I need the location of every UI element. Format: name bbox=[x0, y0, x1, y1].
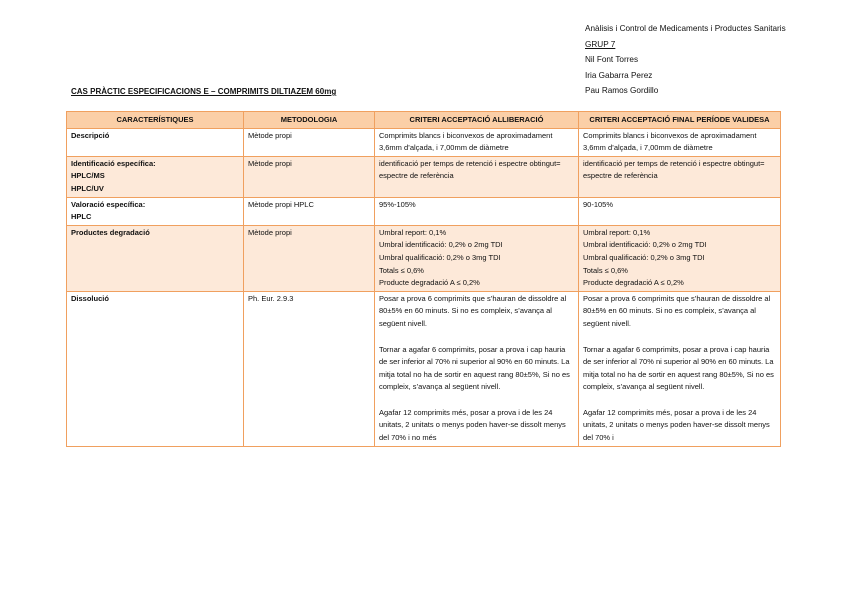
release-criteria-cell bbox=[375, 197, 579, 225]
method-cell: Mètode propi bbox=[244, 225, 375, 291]
shelf-life-criteria-cell bbox=[579, 291, 781, 446]
characteristic-cell bbox=[67, 197, 244, 225]
document-header bbox=[585, 21, 786, 99]
table-row bbox=[67, 291, 781, 446]
characteristic-cell bbox=[67, 156, 244, 197]
column-header: CRITERI ACCEPTACIÓ FINAL PERÍODE VALIDESA bbox=[579, 112, 781, 129]
characteristic-label: HPLC bbox=[71, 212, 92, 222]
release-criteria-paragraph: Agafar 12 comprimits més, posar a prova i de les 24 unitats, 2 unitats o menys poden haver-se dissolt menys del 70% i no més bbox=[379, 407, 566, 443]
shelf-life-criteria-paragraph: Agafar 12 comprimits més, posar a prova i de les 24 unitats, 2 unitats o menys poden haver-se dissolt menys del 70% i bbox=[583, 407, 770, 443]
characteristic-label: Productes degradació bbox=[71, 227, 150, 237]
shelf-life-criteria-paragraph: Tornar a agafar 6 comprimits, posar a prova i cap hauria de ser inferior al 70% ni superior al 90% en 60 minuts. La mitja total no ha de sortir en aquest rang 80±5%, Si no es compleix, s’avança al següent nivell. bbox=[583, 344, 774, 392]
method-cell: Mètode propi HPLC bbox=[244, 197, 375, 225]
release-criteria-cell bbox=[375, 225, 579, 291]
column-header: CRITERI ACCEPTACIÓ ALLIBERACIÓ bbox=[375, 112, 579, 129]
document-title: CAS PRÀCTIC ESPECIFICACIONS E – COMPRIMITS DILTIAZEM 60mg bbox=[71, 87, 337, 96]
release-criteria-cell bbox=[375, 128, 579, 156]
release-criteria-text: 95%-105% bbox=[379, 199, 416, 209]
member-name: Iria Gabarra Perez bbox=[585, 70, 653, 80]
shelf-life-criteria-line: Umbral identificació: 0,2% o 2mg TDI bbox=[583, 240, 707, 250]
shelf-life-criteria-line: Totals ≤ 0,6% bbox=[583, 265, 628, 275]
table-row bbox=[67, 225, 781, 291]
release-criteria-line: Umbral report: 0,1% bbox=[379, 227, 447, 237]
release-criteria-cell bbox=[375, 291, 579, 446]
table-row bbox=[67, 128, 781, 156]
shelf-life-criteria-cell bbox=[579, 225, 781, 291]
shelf-life-criteria-text: 90-105% bbox=[583, 199, 614, 209]
release-criteria-text: Comprimits blancs i biconvexos de aproximadament 3,6mm d’alçada, i 7,00mm de diàmetre bbox=[379, 130, 553, 153]
table-row bbox=[67, 156, 781, 197]
characteristic-label: Descripció bbox=[71, 130, 110, 140]
characteristic-label: HPLC/MS bbox=[71, 171, 105, 181]
release-criteria-line: Umbral qualificació: 0,2% o 3mg TDI bbox=[379, 252, 501, 262]
shelf-life-criteria-cell bbox=[579, 197, 781, 225]
characteristic-cell bbox=[67, 128, 244, 156]
release-criteria-cell bbox=[375, 156, 579, 197]
shelf-life-criteria-line: Umbral report: 0,1% bbox=[583, 227, 651, 237]
group-label: GRUP 7 bbox=[585, 39, 616, 49]
course-name: Anàlisis i Control de Medicaments i Productes Sanitaris bbox=[585, 24, 786, 33]
characteristic-label: Dissolució bbox=[71, 293, 109, 303]
shelf-life-criteria-cell bbox=[579, 156, 781, 197]
column-header: METODOLOGIA bbox=[244, 112, 375, 129]
characteristic-cell bbox=[67, 291, 244, 446]
shelf-life-criteria-paragraph: Posar a prova 6 comprimits que s’hauran de dissoldre al 80±5% en 60 minuts. Si no es compleix, s’avança al següent nivell. bbox=[583, 293, 771, 328]
characteristic-label: Identificació específica: bbox=[71, 158, 156, 168]
release-criteria-paragraph: Posar a prova 6 comprimits que s’hauran de dissoldre al 80±5% en 60 minuts. Si no es compleix, s’avança al següent nivell. bbox=[379, 293, 567, 328]
release-criteria-line: Umbral identificació: 0,2% o 2mg TDI bbox=[379, 240, 503, 250]
release-criteria-line: Totals ≤ 0,6% bbox=[379, 265, 424, 275]
characteristic-label: HPLC/UV bbox=[71, 183, 104, 193]
column-header: CARACTERÍSTIQUES bbox=[67, 112, 244, 129]
shelf-life-criteria-text: identificació per temps de retenció i espectre obtingut= espectre de referència bbox=[583, 158, 765, 181]
release-criteria-line: Producte degradació A ≤ 0,2% bbox=[379, 278, 480, 288]
shelf-life-criteria-text: Comprimits blancs i biconvexos de aproximadament 3,6mm d’alçada, i 7,00mm de diàmetre bbox=[583, 130, 757, 153]
shelf-life-criteria-line: Umbral qualificació: 0,2% o 3mg TDI bbox=[583, 252, 705, 262]
member-name: Pau Ramos Gordillo bbox=[585, 86, 659, 96]
characteristic-label: Valoració específica: bbox=[71, 199, 146, 209]
member-name: Nil Font Torres bbox=[585, 55, 639, 65]
method-cell: Ph. Eur. 2.9.3 bbox=[244, 291, 375, 446]
method-cell: Mètode propi bbox=[244, 156, 375, 197]
shelf-life-criteria-line: Producte degradació A ≤ 0,2% bbox=[583, 278, 684, 288]
release-criteria-paragraph: Tornar a agafar 6 comprimits, posar a prova i cap hauria de ser inferior al 70% ni superior al 90% en 60 minuts. La mitja total no ha de sortir en aquest rang 80±5%, Si no es compleix, s’avança al següent nivell. bbox=[379, 344, 570, 392]
method-cell: Mètode propi bbox=[244, 128, 375, 156]
shelf-life-criteria-cell bbox=[579, 128, 781, 156]
release-criteria-text: identificació per temps de retenció i espectre obtingut= espectre de referència bbox=[379, 158, 561, 181]
table-header-row bbox=[67, 112, 781, 129]
specifications-table bbox=[66, 111, 781, 447]
table-row bbox=[67, 197, 781, 225]
characteristic-cell bbox=[67, 225, 244, 291]
